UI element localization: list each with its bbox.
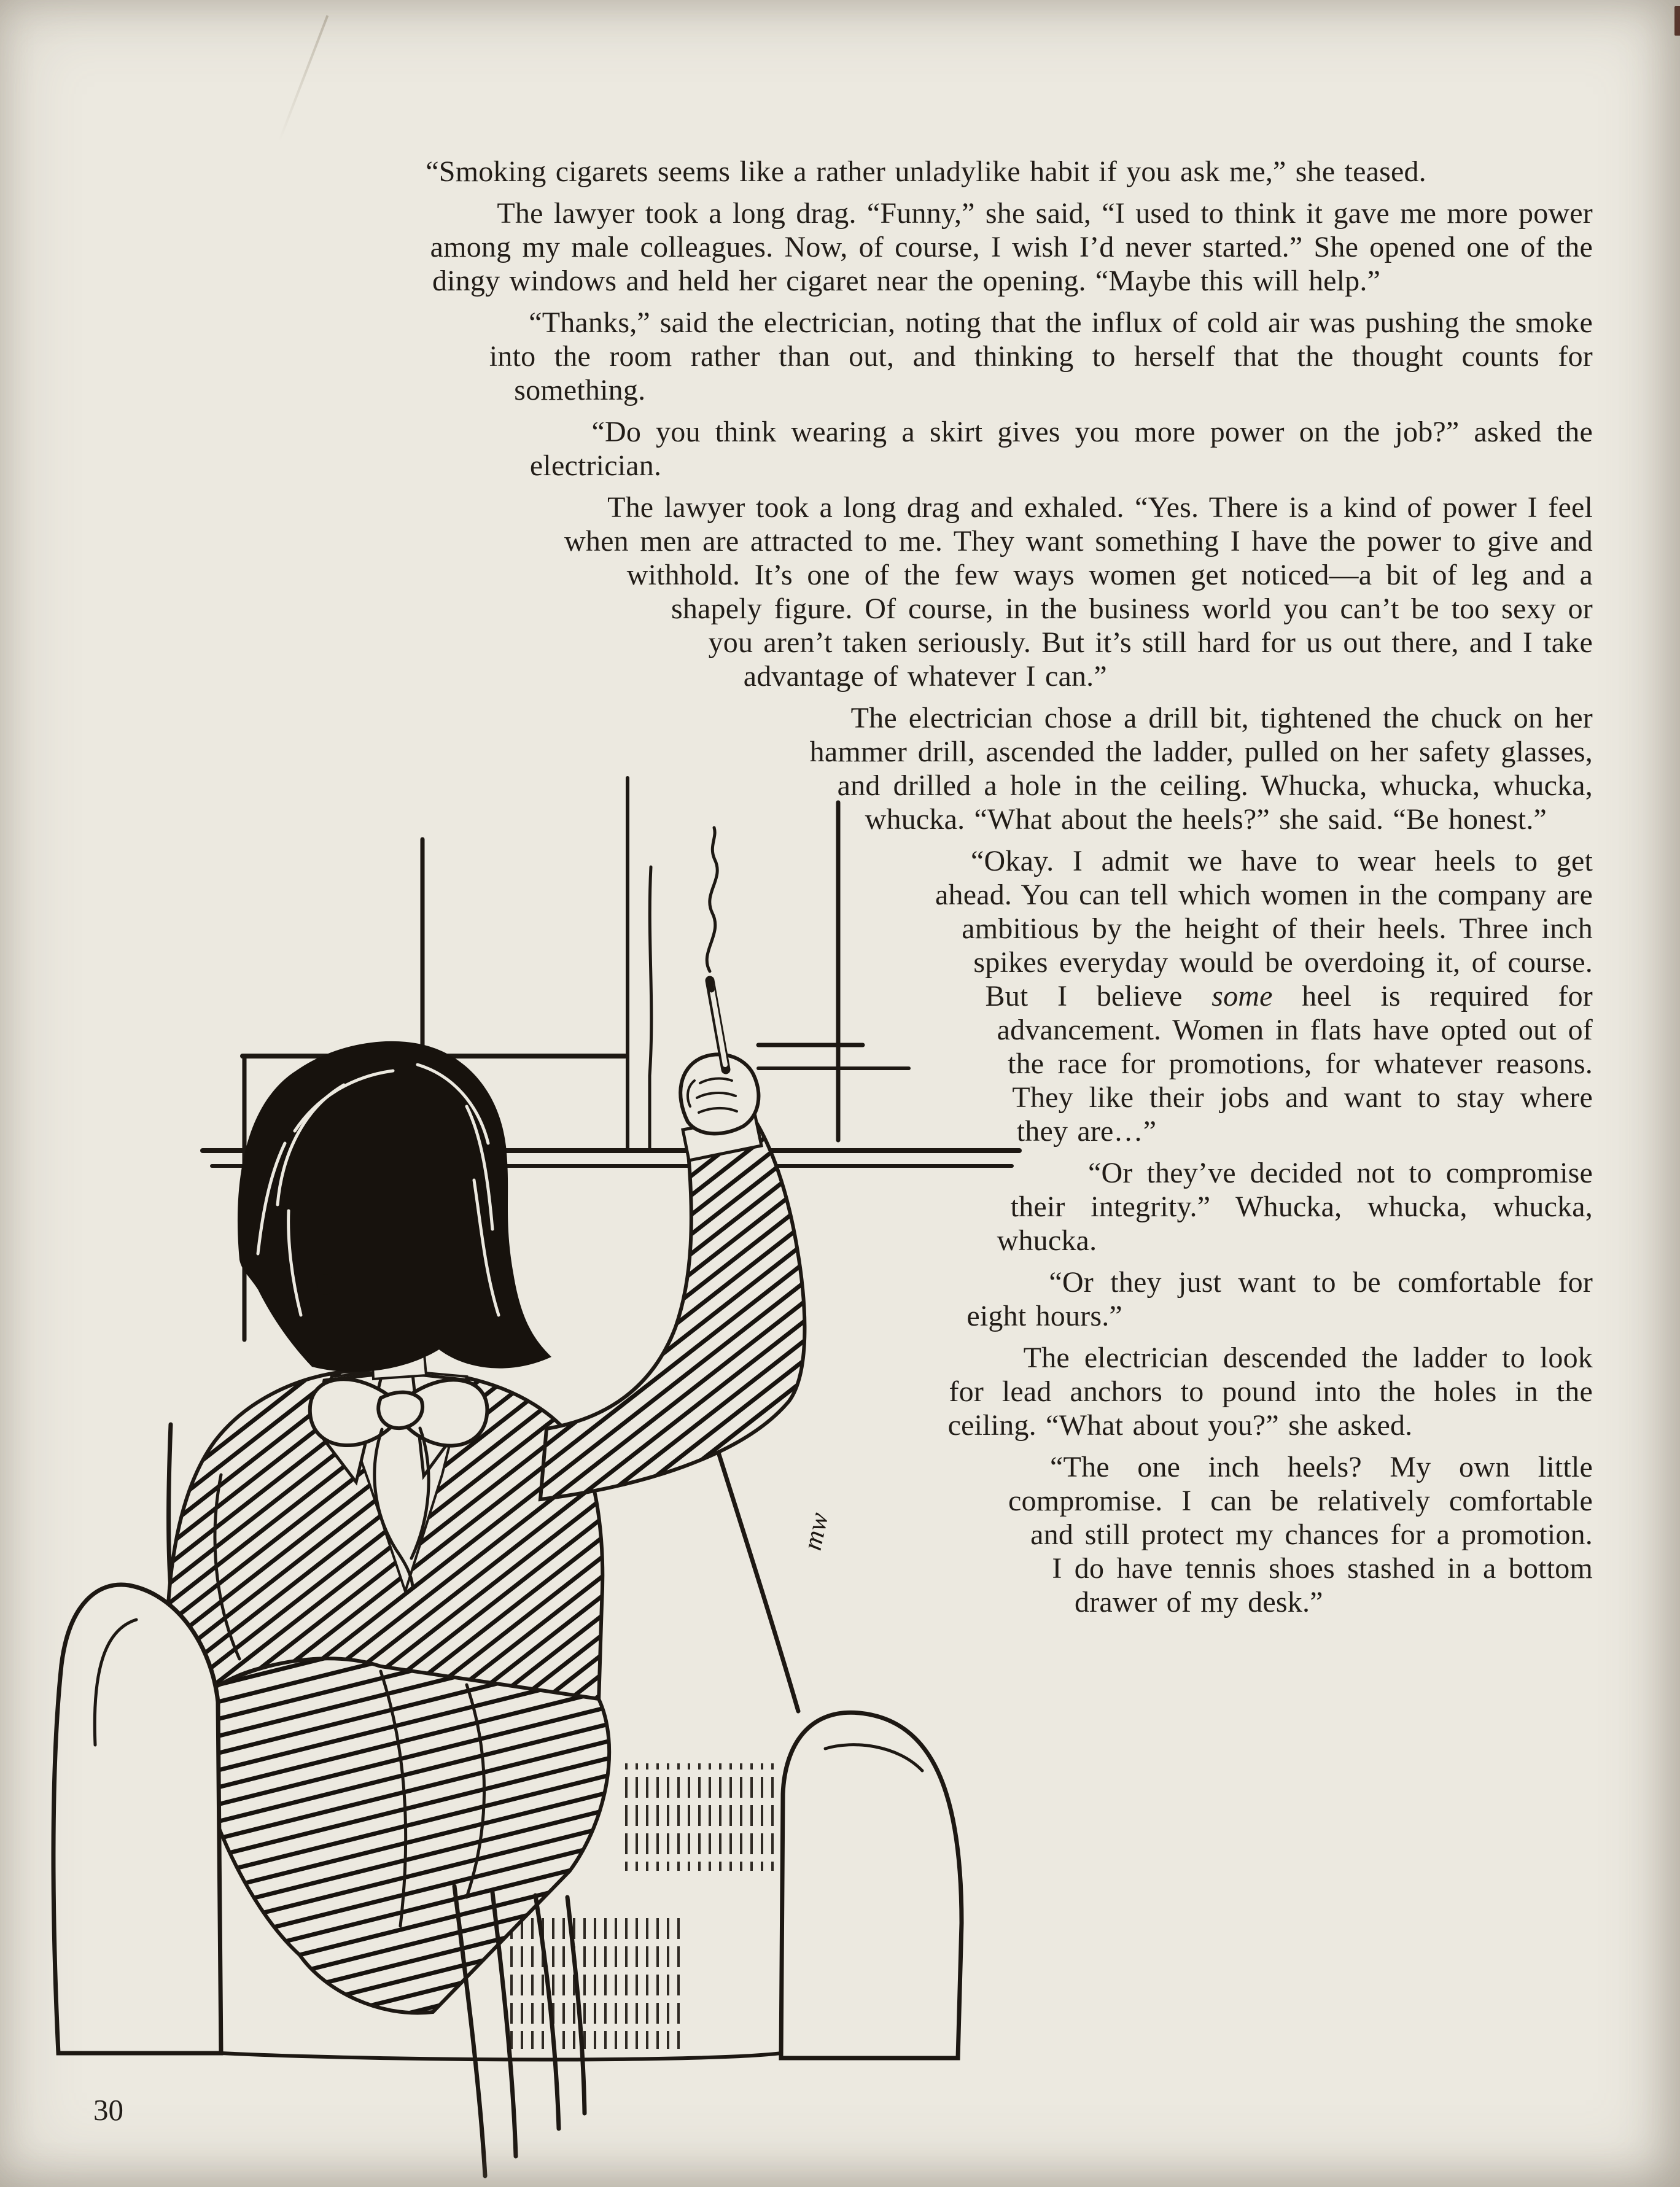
head xyxy=(238,1041,551,1379)
story-paragraph: “Thanks,” said the electrician, noting that the influx of cold air was pushing the smoke into the room rather than out, and thinking to herself that the thought counts for something. xyxy=(489,306,1593,406)
illustration-float xyxy=(0,155,1204,2156)
page-number: 30 xyxy=(93,2093,123,2127)
story-paragraph: “The one inch heels? My own little compromise. I can be relatively comfortable and still protect my chances for a promotion. I do have tennis shoes stashed in a bottom drawer of my desk.” xyxy=(1008,1451,1593,1618)
cigarette-tip xyxy=(710,980,712,990)
artist-signature: mw xyxy=(796,1510,834,1553)
earring xyxy=(317,1274,333,1295)
story-paragraph: “Or they just want to be comfortable for eight hours.” xyxy=(966,1266,1593,1332)
story-paragraph: The lawyer took a long drag. “Funny,” she said, “I used to think it gave me more power among my male colleagues. Now, of course, I wish I’d never started.” She opened one of the dingy windows and held her cigaret near the opening. “Maybe this will help.” xyxy=(430,197,1593,297)
story-paragraph: “Okay. I admit we have to wear heels to get ahead. You can tell which women in the company are ambitious by the height of their heels. Three inch spikes everyday would be overdoing it, of course. But I believe some heel is required for advancement. Women in flats have opted out of the race for promotions, for whatever reasons. They like their jobs and want to stay where they are…” xyxy=(935,845,1593,1148)
hand-with-cigarette xyxy=(680,828,758,1133)
story-paragraph: “Or they’ve decided not to compromise their integrity.” Whucka, whucka, whucka, whucka. xyxy=(997,1157,1593,1257)
woman-smoking-illustration xyxy=(37,787,1105,2181)
story-paragraph: The lawyer took a long drag and exhaled. “Yes. There is a kind of power I feel when men are attracted to me. They want something I have the power to give and withhold. It’s one of the few ways women get noticed—a bit of leg and a shapely figure. Of course, in the business world you can’t be too sexy or you aren’t taken seriously. But it’s still hard for us out there, and I take advantage of whatever I can.” xyxy=(564,491,1593,693)
story-paragraph: “Do you think wearing a skirt gives you more power on the job?” asked the electrician. xyxy=(529,416,1593,482)
story-paragraph: “Smoking cigarets seems like a rather unladylike habit if you ask me,” she teased. xyxy=(426,155,1426,188)
story-paragraph: The electrician chose a drill bit, tightened the chuck on her hammer drill, ascended the ladder, pulled on her safety glasses, and drilled a hole in the ceiling. Whucka, whucka, whucka, whucka. “What about the heels?” she said. “Be honest.” xyxy=(809,702,1593,836)
story-paragraph: The electrician descended the ladder to look for lead anchors to pound into the holes in the ceiling. “What about you?” she asked. xyxy=(947,1342,1593,1442)
raised-arm xyxy=(540,1116,804,1499)
smoke-wisp xyxy=(707,828,717,971)
